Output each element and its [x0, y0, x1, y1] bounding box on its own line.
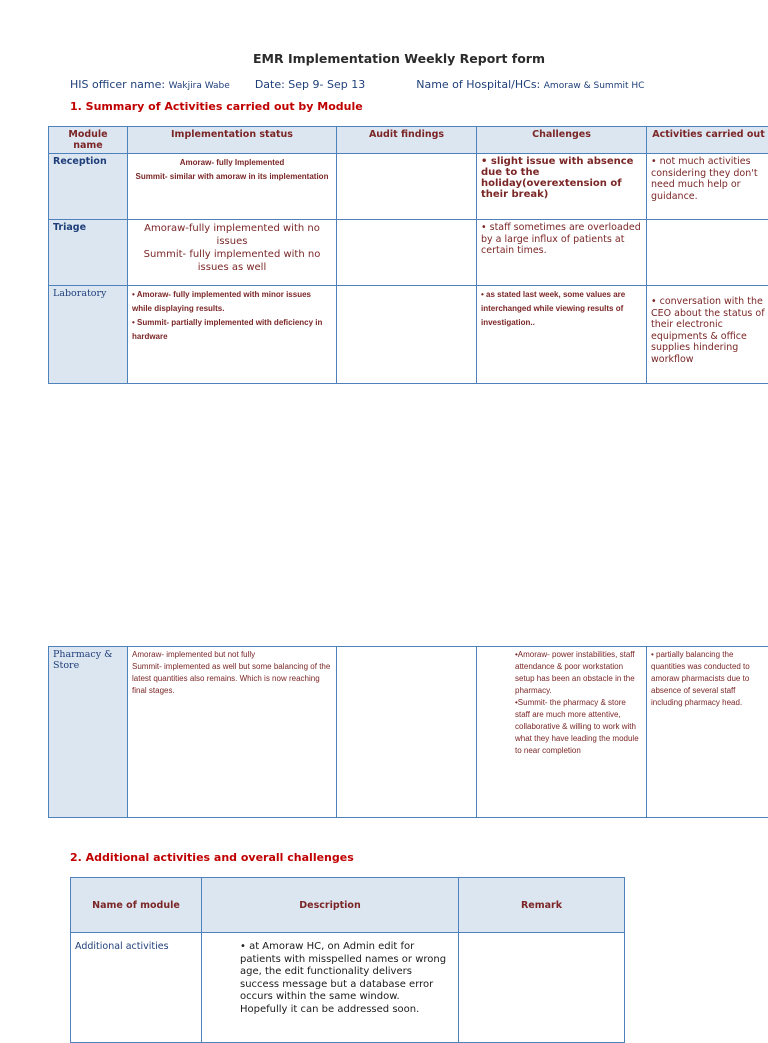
col-audit-findings: Audit findings [337, 127, 477, 154]
status-line: • Summit- partially implemented with deficiency in hardware [132, 316, 332, 344]
status-line: Amoraw-fully implemented with no issues [132, 222, 332, 248]
summary-table-continued [48, 646, 768, 818]
col-description: Description [202, 878, 459, 933]
additional-table [70, 877, 625, 1043]
hospital-value: Amoraw & Summit HC [544, 81, 645, 91]
audit-cell [337, 286, 477, 384]
activities-cell [647, 220, 768, 286]
status-line: • Amoraw- fully implemented with minor issues while displaying results. [132, 288, 332, 316]
status-cell [128, 647, 337, 818]
officer-label: HIS officer name: [70, 78, 169, 91]
summary-table-header [49, 127, 768, 154]
section2-heading: 2. Additional activities and overall challenges [70, 851, 354, 864]
status-line: Amoraw- fully Implemented [132, 156, 332, 170]
challenge-line: •Summit- the pharmacy & store staff are much more attentive, collaborative & willing to work with what they have leading the module to near completion [515, 697, 642, 757]
col-name-of-module: Name of module [71, 878, 202, 933]
status-line: Amoraw- implemented but not fully [132, 649, 332, 661]
table-row [71, 933, 625, 1043]
audit-cell [337, 647, 477, 818]
audit-cell [337, 154, 477, 220]
module-cell: Laboratory [49, 286, 128, 384]
report-meta [70, 78, 644, 91]
col-module-name: Module name [49, 127, 128, 154]
status-line: Summit- implemented as well but some balancing of the latest quantities also remains. Which is now reaching final stages. [132, 661, 332, 697]
description-cell: • at Amoraw HC, on Admin edit for patients with misspelled names or wrong age, the edit functionality delivers success message but a database error occurs within the same window. Hopefully it can be addressed soon. [202, 933, 459, 1043]
col-challenges: Challenges [477, 127, 647, 154]
status-line: Summit- fully implemented with no issues as well [132, 248, 332, 274]
table-row [49, 220, 768, 286]
additional-table-header [71, 878, 625, 933]
module-cell: Additional activities [71, 933, 202, 1043]
activities-cell: • conversation with the CEO about the status of their electronic equipments & office supplies hindering workflow [647, 286, 768, 384]
challenge-line: •Amoraw- power instabilities, staff attendance & poor workstation setup has been an obstacle in the pharmacy. [515, 649, 642, 697]
section1-heading: 1. Summary of Activities carried out by Module [70, 100, 363, 113]
module-cell: Reception [49, 154, 128, 220]
report-title: EMR Implementation Weekly Report form [0, 51, 768, 66]
status-cell [128, 154, 337, 220]
activities-cell: • not much activities considering they don't need much help or guidance. [647, 154, 768, 220]
col-remark: Remark [459, 878, 625, 933]
col-implementation-status: Implementation status [128, 127, 337, 154]
challenges-cell [477, 647, 647, 818]
audit-cell [337, 220, 477, 286]
table-row [49, 154, 768, 220]
status-cell [128, 220, 337, 286]
remark-cell [459, 933, 625, 1043]
table-row [49, 286, 768, 384]
col-activities: Activities carried out [647, 127, 768, 154]
table-row [49, 647, 768, 818]
summary-table [48, 126, 768, 384]
challenges-cell: • as stated last week, some values are interchanged while viewing results of investigation.. [477, 286, 647, 384]
activities-cell: • partially balancing the quantities was conducted to amoraw pharmacists due to absence of several staff including pharmacy head. [647, 647, 768, 818]
challenges-cell: • staff sometimes are overloaded by a large influx of patients at certain times. [477, 220, 647, 286]
challenges-cell: • slight issue with absence due to the holiday(overextension of their break) [477, 154, 647, 220]
date-label: Date: Sep 9- Sep 13 [255, 78, 365, 91]
hospital-label: Name of Hospital/HCs: [416, 78, 544, 91]
status-line: Summit- similar with amoraw in its implementation [132, 170, 332, 184]
module-cell: Triage [49, 220, 128, 286]
module-cell: Pharmacy & Store [49, 647, 128, 818]
status-cell [128, 286, 337, 384]
officer-value: Wakjira Wabe [169, 81, 230, 91]
